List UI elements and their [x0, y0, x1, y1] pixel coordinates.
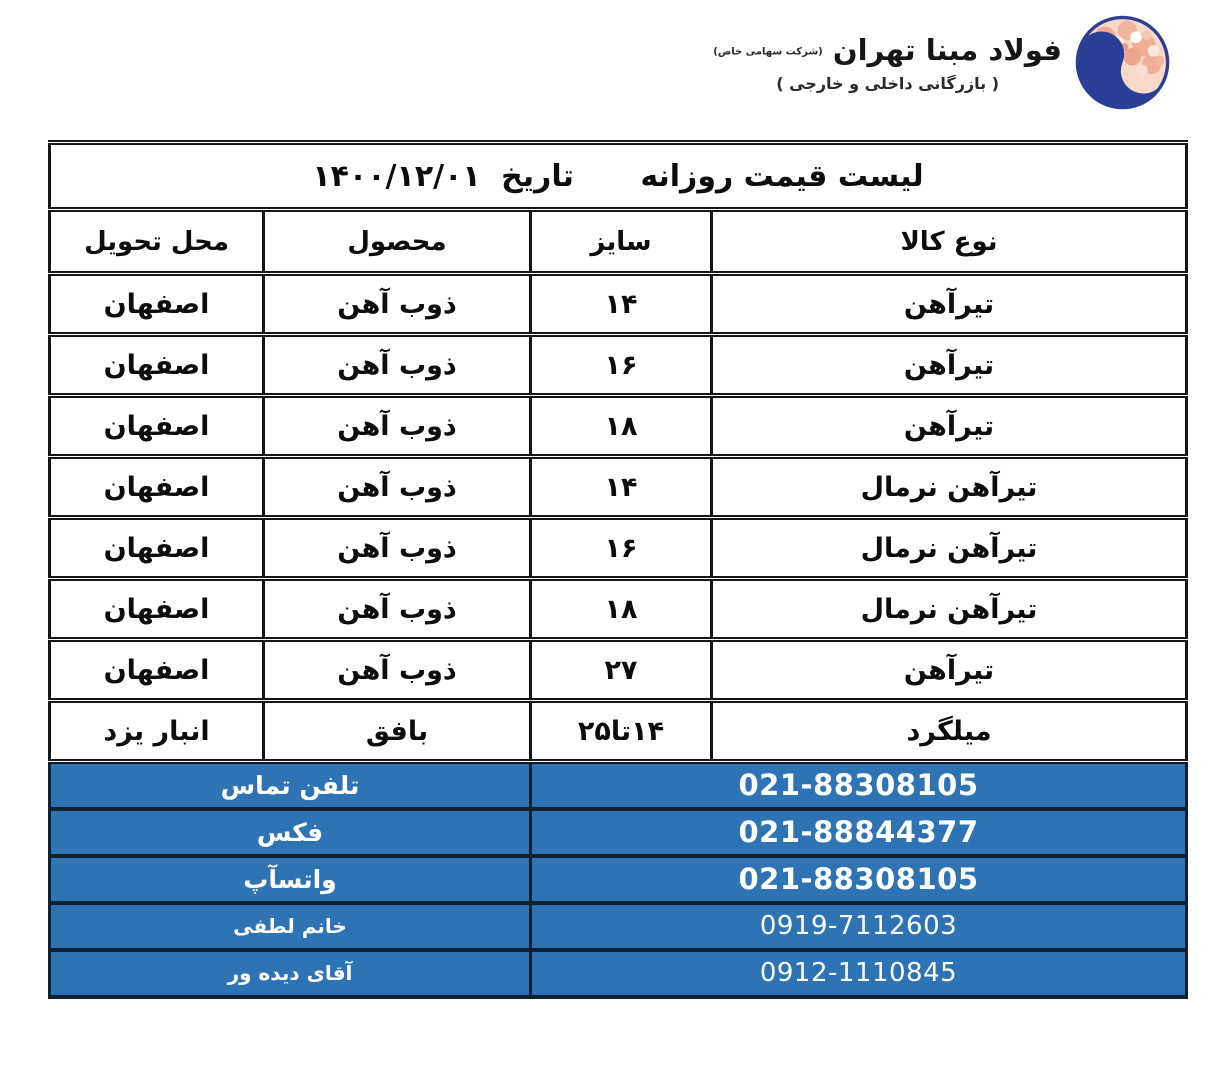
size-cell: ۱۴	[531, 457, 712, 518]
delivery-cell: اصفهان	[50, 335, 264, 396]
contact-label: آقای دیده ور	[227, 961, 353, 985]
table-row	[50, 274, 1187, 335]
contact-phone: 021-88844377	[738, 815, 979, 849]
yin-yang-logo-icon	[1074, 14, 1171, 111]
delivery-cell: انبار یزد	[50, 701, 264, 762]
item-type-cell: تیرآهن نرمال	[712, 518, 1187, 579]
contact-label-cell	[50, 950, 531, 997]
contact-row	[50, 950, 1187, 997]
size-cell: ۱۶	[531, 335, 712, 396]
item-type-cell: تیرآهن	[712, 274, 1187, 335]
contact-phone: 021-88308105	[738, 862, 979, 896]
item-type-cell: تیرآهن	[712, 335, 1187, 396]
product-cell: ذوب آهن	[264, 457, 531, 518]
size-cell: ۱۶	[531, 518, 712, 579]
company-type: (شرکت سهامی خاص)	[713, 46, 823, 57]
delivery-cell: اصفهان	[50, 579, 264, 640]
price-table	[48, 140, 1188, 999]
product-cell: ذوب آهن	[264, 640, 531, 701]
item-type-cell: تیرآهن نرمال	[712, 457, 1187, 518]
brand-text-block	[713, 33, 1062, 93]
item-type-cell: تیرآهن	[712, 640, 1187, 701]
product-cell: ذوب آهن	[264, 396, 531, 457]
product-cell: ذوب آهن	[264, 579, 531, 640]
contact-label: خانم لطفی	[233, 914, 347, 938]
contact-row	[50, 903, 1187, 950]
table-row	[50, 457, 1187, 518]
table-row	[50, 640, 1187, 701]
column-header-delivery-location: محل تحویل	[50, 210, 264, 274]
product-cell: بافق	[264, 701, 531, 762]
product-cell: ذوب آهن	[264, 518, 531, 579]
delivery-cell: اصفهان	[50, 396, 264, 457]
delivery-cell: اصفهان	[50, 274, 264, 335]
contact-phone-cell	[531, 762, 1187, 809]
contact-phone: 0919-7112603	[759, 911, 958, 941]
column-header-size: سایز	[531, 210, 712, 274]
contact-row	[50, 809, 1187, 856]
contact-label-cell	[50, 762, 531, 809]
size-cell: ۱۸	[531, 396, 712, 457]
table-row	[50, 701, 1187, 762]
contact-row	[50, 856, 1187, 903]
contact-phone-cell	[531, 856, 1187, 903]
column-header-product: محصول	[264, 210, 531, 274]
table-row	[50, 518, 1187, 579]
delivery-cell: اصفهان	[50, 457, 264, 518]
contact-phone-cell	[531, 903, 1187, 950]
contact-label-cell	[50, 809, 531, 856]
contact-label: واتسآپ	[243, 864, 337, 894]
company-name: فولاد مبنا تهران	[832, 32, 1062, 67]
item-type-cell: میلگرد	[712, 701, 1187, 762]
item-type-cell: تیرآهن	[712, 396, 1187, 457]
contact-label: تلفن تماس	[220, 770, 360, 800]
size-cell: ۱۴	[531, 274, 712, 335]
size-cell: ۱۸	[531, 579, 712, 640]
product-cell: ذوب آهن	[264, 335, 531, 396]
contact-phone-cell	[531, 950, 1187, 997]
company-name-line	[713, 33, 1062, 67]
price-list-title: لیست قیمت روزانه	[640, 158, 924, 194]
table-row	[50, 396, 1187, 457]
item-type-cell: تیرآهن نرمال	[712, 579, 1187, 640]
contact-phone: 0912-1110845	[759, 958, 958, 988]
size-cell: ۱۴تا۲۵	[531, 701, 712, 762]
contact-row	[50, 762, 1187, 809]
contact-label-cell	[50, 903, 531, 950]
contact-phone: 021-88308105	[738, 768, 979, 803]
size-cell: ۲۷	[531, 640, 712, 701]
table-title-row	[50, 143, 1187, 210]
table-row	[50, 335, 1187, 396]
contact-label-cell	[50, 856, 531, 903]
delivery-cell: اصفهان	[50, 518, 264, 579]
contact-phone-cell	[531, 809, 1187, 856]
brand-header	[713, 14, 1171, 111]
date-label: تاریخ	[501, 158, 574, 194]
contact-label: فکس	[256, 817, 324, 847]
table-header-row	[50, 210, 1187, 274]
date-value: ۱۴۰۰/۱۲/۰۱	[312, 158, 481, 194]
company-subtitle: ( بازرگانی داخلی و خارجی )	[776, 73, 1000, 93]
table-row	[50, 579, 1187, 640]
product-cell: ذوب آهن	[264, 274, 531, 335]
delivery-cell: اصفهان	[50, 640, 264, 701]
column-header-item-type: نوع کالا	[712, 210, 1187, 274]
table-title-cell	[50, 143, 1187, 210]
